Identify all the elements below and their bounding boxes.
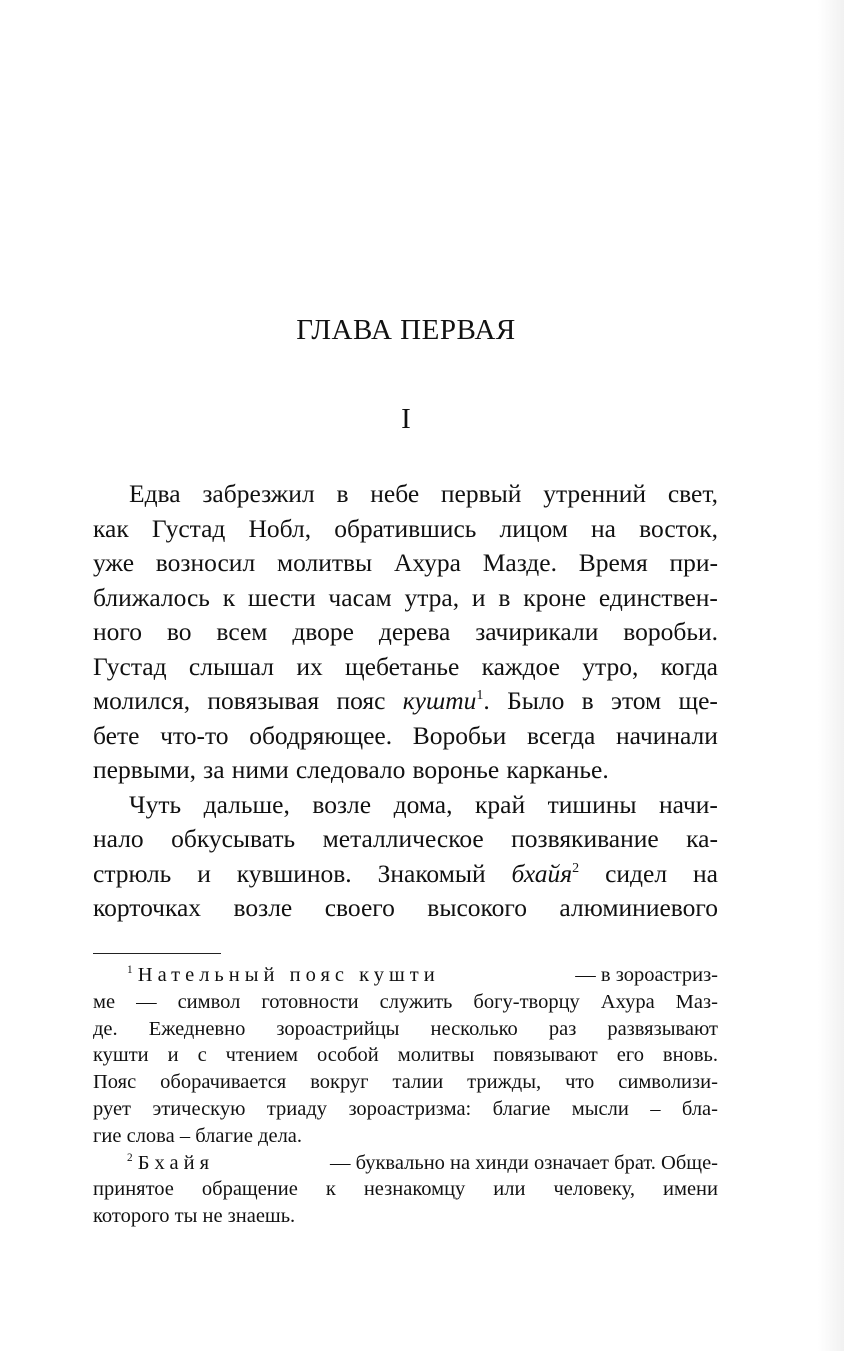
- italic-term: бхайя: [511, 858, 573, 888]
- word: на: [591, 513, 616, 543]
- word: зороастрийцы: [276, 1017, 400, 1040]
- word: зороастризма:: [348, 1097, 472, 1120]
- word: единствен-: [598, 582, 718, 612]
- word: молитвы: [276, 548, 373, 577]
- word: этическую: [152, 1097, 246, 1120]
- word: триаду: [266, 1097, 328, 1120]
- footnote-line: которого ты не знаешь.: [93, 1205, 296, 1228]
- word: Едва: [129, 479, 181, 508]
- word: кувшинов.: [236, 858, 352, 888]
- word: что: [565, 1071, 595, 1094]
- word: кроне: [523, 582, 587, 612]
- word: готовности: [261, 990, 359, 1013]
- word: нало: [93, 824, 144, 853]
- text-line: [93, 581, 718, 616]
- word: позвякивание: [511, 824, 659, 853]
- word: воробьи.: [623, 617, 718, 646]
- word: слышал: [188, 651, 274, 681]
- word: следовало: [295, 755, 406, 784]
- word: или: [493, 1178, 526, 1201]
- footnote-line: [93, 1176, 718, 1203]
- word: забрезжил: [202, 479, 315, 508]
- word: благие: [492, 1097, 551, 1120]
- word: ме: [93, 990, 116, 1013]
- text-line: [93, 719, 718, 754]
- word: Ахура: [600, 990, 655, 1013]
- footnote-line: [93, 1150, 718, 1177]
- word: край: [475, 789, 526, 819]
- word: алюминиевого: [559, 893, 718, 922]
- word: трижды,: [467, 1071, 542, 1094]
- word: свет,: [667, 479, 718, 508]
- paragraph-1: [93, 477, 718, 788]
- word: Густад: [93, 651, 167, 681]
- word: бла-: [681, 1097, 718, 1120]
- word: мысли: [571, 1097, 629, 1120]
- word: утро,: [582, 651, 639, 681]
- text-line: [93, 477, 718, 512]
- word: стрюль: [93, 858, 172, 888]
- word: начинали: [615, 720, 718, 750]
- word: щебетанье: [345, 651, 460, 681]
- word: к: [325, 1178, 336, 1201]
- term-with-footnote: кушти$^1$.: [402, 686, 490, 715]
- footnote-term: Нательный пояс кушти: [137, 964, 440, 986]
- word: утренний: [543, 479, 647, 508]
- word: каждое: [481, 651, 560, 681]
- word: раз: [548, 1017, 577, 1040]
- word: всем: [216, 617, 268, 646]
- text-line: [93, 684, 718, 719]
- footnote-line: [93, 1096, 718, 1123]
- word: символизи-: [618, 1071, 718, 1094]
- footnote-text: — буквально на хинди означает брат. Обще-: [329, 1151, 718, 1174]
- word: во: [166, 617, 192, 646]
- word: развязывают: [607, 1017, 718, 1040]
- word: талии: [392, 1071, 444, 1094]
- word: особой: [317, 1044, 379, 1067]
- word: дерева: [378, 617, 451, 646]
- word: Ежедневно: [148, 1017, 246, 1040]
- footnote-line: [93, 1069, 718, 1096]
- main-text: [93, 477, 718, 926]
- footnote-line: [93, 1016, 718, 1043]
- footnote-lead: [127, 1150, 214, 1177]
- word: Мазде.: [482, 548, 557, 577]
- footnote-lead: [127, 962, 440, 989]
- word: рует: [93, 1097, 132, 1120]
- word: молился,: [93, 686, 191, 715]
- word: тишины: [547, 789, 637, 819]
- word: карканье.: [506, 755, 609, 784]
- text-line: [93, 615, 718, 650]
- page-edge-shadow: [818, 0, 844, 1351]
- word: ка-: [686, 824, 718, 853]
- word: своего: [324, 893, 395, 922]
- footnote-text: — в зороастриз-: [575, 964, 718, 986]
- chapter-title: ГЛАВА ПЕРВАЯ: [296, 314, 516, 346]
- term-with-footnote: [512, 857, 580, 892]
- word: де.: [93, 1017, 118, 1040]
- word: его: [616, 1044, 644, 1067]
- text-line: [93, 891, 718, 926]
- paragraph-2: [93, 788, 718, 926]
- footnotes: [93, 962, 718, 1230]
- word: обратившись: [334, 513, 477, 543]
- footnote-term: Бхайя: [137, 1151, 215, 1174]
- word: корточках: [93, 893, 202, 922]
- word: ного: [93, 617, 142, 646]
- word: металлическое: [322, 824, 484, 853]
- word: повязывая: [207, 686, 320, 715]
- word: чтением: [225, 1044, 299, 1067]
- word: с: [197, 1044, 207, 1067]
- word: начи-: [659, 789, 718, 819]
- word: Пояс: [93, 1071, 137, 1094]
- word: лицом: [499, 513, 568, 543]
- word: высокого: [427, 893, 527, 922]
- word: Густад: [151, 513, 226, 543]
- word: к: [222, 582, 236, 612]
- word: как: [93, 513, 129, 543]
- word: вокруг: [310, 1071, 369, 1094]
- footnote-line: [93, 1042, 718, 1069]
- word: ближалось: [93, 582, 210, 612]
- word: Нобл,: [248, 513, 312, 543]
- word: Знакомый: [377, 858, 486, 888]
- footnote-number: 2: [127, 1151, 133, 1164]
- word: утра,: [404, 582, 460, 612]
- word: воронье: [412, 755, 500, 784]
- word: оборачивается: [160, 1071, 287, 1094]
- footnote-line: [93, 989, 718, 1016]
- footnote-line: гие слова – благие дела.: [93, 1124, 303, 1147]
- word: первыми,: [93, 755, 197, 784]
- word: имени: [663, 1178, 718, 1201]
- text-line: [93, 753, 718, 788]
- word: в: [581, 686, 594, 715]
- word: обкусывать: [171, 824, 296, 853]
- word: несколько: [430, 1017, 518, 1040]
- word: дворе: [292, 617, 354, 646]
- word: при-: [669, 548, 718, 577]
- word: Чуть: [129, 789, 182, 819]
- word: молитвы: [397, 1044, 475, 1067]
- footnote-1: [93, 962, 718, 1150]
- word: Время: [578, 548, 648, 577]
- word: уже: [93, 548, 135, 577]
- word: и: [471, 582, 486, 612]
- section-numeral: I: [401, 403, 411, 435]
- word: незнакомцу: [363, 1178, 466, 1201]
- word: этом: [611, 686, 662, 715]
- word: Маз-: [675, 990, 718, 1013]
- word: сидел: [605, 858, 668, 888]
- word: дальше,: [203, 789, 290, 819]
- word: возле: [312, 789, 372, 819]
- word: шести: [247, 582, 316, 612]
- word: символ: [177, 990, 241, 1013]
- word: их: [296, 651, 323, 681]
- word: —: [136, 990, 157, 1013]
- word: на: [692, 858, 718, 888]
- text-line: [93, 788, 718, 823]
- word: бете: [93, 720, 140, 750]
- word: когда: [660, 651, 718, 681]
- word: восток,: [639, 513, 718, 543]
- word: обращение: [201, 1178, 298, 1201]
- footnote-ref: 2: [572, 860, 580, 876]
- word: первый: [440, 479, 522, 508]
- word: за: [203, 755, 225, 784]
- word: часам: [328, 582, 392, 612]
- footnote-2: [93, 1150, 718, 1230]
- word: в: [498, 582, 511, 612]
- word: возле: [233, 893, 293, 922]
- word: в: [336, 479, 349, 508]
- word: богу-творцу: [473, 990, 580, 1013]
- word: Было: [507, 686, 565, 715]
- text-line: [93, 512, 718, 547]
- footnote-ref: 1: [476, 688, 484, 704]
- word: принятое: [93, 1178, 174, 1201]
- footnote-divider: [93, 953, 221, 954]
- word: –: [650, 1097, 661, 1120]
- footnote-line: [93, 962, 718, 989]
- word: повязывают: [493, 1044, 598, 1067]
- word: кушти: [93, 1044, 149, 1067]
- word: служить: [379, 990, 453, 1013]
- word: человеку,: [553, 1178, 636, 1201]
- italic-term: кушти: [402, 686, 477, 715]
- text-line: [93, 822, 718, 857]
- word: ще-: [678, 686, 718, 715]
- word: пояс: [336, 686, 386, 715]
- word: небе: [370, 479, 420, 508]
- word: и: [167, 1044, 179, 1067]
- text-line: [93, 857, 718, 892]
- text-line: [93, 546, 718, 581]
- word: дома,: [393, 789, 453, 819]
- word: всегда: [526, 720, 596, 750]
- word: и: [197, 858, 211, 888]
- word: что-то: [160, 720, 229, 750]
- word: ними: [231, 755, 289, 784]
- word: возносил: [155, 548, 256, 577]
- word: вновь.: [662, 1044, 718, 1067]
- word: Ахура: [393, 548, 461, 577]
- text-line: [93, 650, 718, 685]
- footnote-number: 1: [127, 964, 133, 977]
- word: Воробьи: [412, 720, 507, 750]
- word: ободряющее.: [249, 720, 393, 750]
- word: зачирикали: [475, 617, 599, 646]
